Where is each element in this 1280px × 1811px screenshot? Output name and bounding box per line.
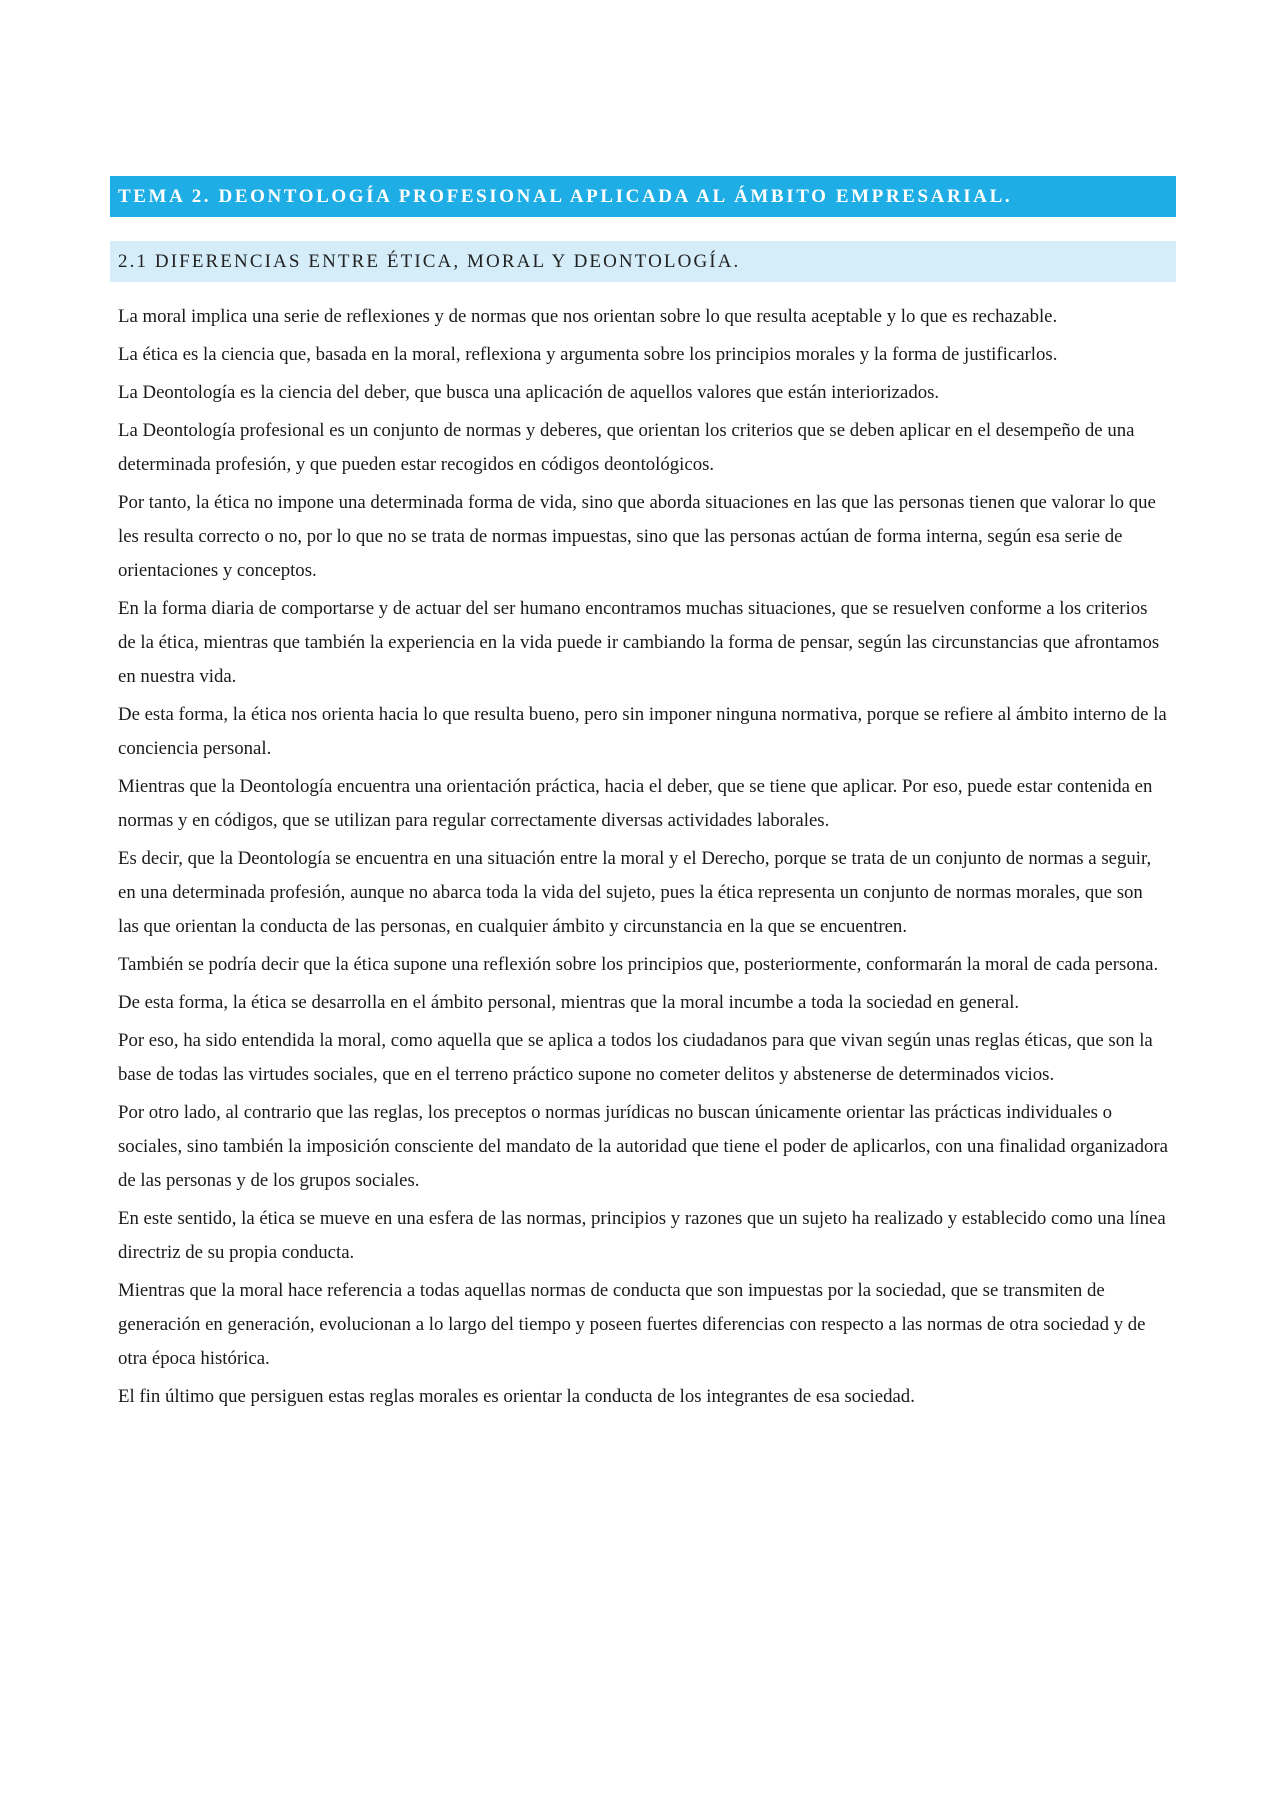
paragraph: De esta forma, la ética nos orienta hacia lo que resulta bueno, pero sin imponer ninguna normativa, porque se refiere al ámbito interno de la conciencia personal. [118,704,1167,759]
paragraph: También se podría decir que la ética supone una reflexión sobre los principios que, posteriormente, conformarán la moral de cada persona. [118,954,1159,975]
paragraph: Por tanto, la ética no impone una determinada forma de vida, sino que aborda situaciones en las que las personas tienen que valorar lo que les resulta correcto o no, por lo que no se trata de normas impuestas, sino que las personas actúan de forma interna, según esa serie de orientaciones y conceptos. [118,492,1156,581]
document-body [110,300,1176,1414]
paragraph: Por eso, ha sido entendida la moral, como aquella que se aplica a todos los ciudadanos para que vivan según unas reglas éticas, que son la base de todas las virtudes sociales, que en el terreno práctico supone no cometer delitos y abstenerse de determinados vicios. [118,1030,1153,1085]
chapter-title-bar [110,176,1176,217]
paragraph: Mientras que la moral hace referencia a todas aquellas normas de conducta que son impuestas por la sociedad, que se transmiten de generación en generación, evolucionan a lo largo del tiempo y poseen fuertes diferencias con respecto a las normas de otra sociedad y de otra época histórica. [118,1280,1146,1369]
paragraph: La ética es la ciencia que, basada en la moral, reflexiona y argumenta sobre los principios morales y la forma de justificarlos. [118,344,1058,365]
paragraph: La moral implica una serie de reflexiones y de normas que nos orientan sobre lo que resulta aceptable y lo que es rechazable. [118,306,1058,327]
paragraph: De esta forma, la ética se desarrolla en el ámbito personal, mientras que la moral incumbe a toda la sociedad en general. [118,992,1020,1013]
paragraph: En la forma diaria de comportarse y de actuar del ser humano encontramos muchas situaciones, que se resuelven conforme a los criterios de la ética, mientras que también la experiencia en la vida puede ir cambiando la forma de pensar, según las circunstancias que afrontamos en nuestra vida. [118,598,1160,687]
section-title: 2.1 DIFERENCIAS ENTRE ÉTICA, MORAL Y DEONTOLOGÍA. [118,250,741,272]
paragraph: El fin último que persiguen estas reglas morales es orientar la conducta de los integrantes de esa sociedad. [118,1386,915,1407]
paragraph: Mientras que la Deontología encuentra una orientación práctica, hacia el deber, que se tiene que aplicar. Por eso, puede estar contenida en normas y en códigos, que se utilizan para regular correctamente diversas actividades laborales. [118,776,1153,831]
paragraph: En este sentido, la ética se mueve en una esfera de las normas, principios y razones que un sujeto ha realizado y establecido como una línea directriz de su propia conducta. [118,1208,1166,1263]
paragraph: Por otro lado, al contrario que las reglas, los preceptos o normas jurídicas no buscan únicamente orientar las prácticas individuales o sociales, sino también la imposición consciente del mandato de la autoridad que tiene el poder de aplicarlos, con una finalidad organizadora de las personas y de los grupos sociales. [118,1102,1168,1191]
paragraph: La Deontología profesional es un conjunto de normas y deberes, que orientan los criterios que se deben aplicar en el desempeño de una determinada profesión, y que pueden estar recogidos en códigos deontológicos. [118,420,1135,475]
document-page [110,176,1176,1418]
paragraph: Es decir, que la Deontología se encuentra en una situación entre la moral y el Derecho, porque se trata de un conjunto de normas a seguir, en una determinada profesión, aunque no abarca toda la vida del sujeto, pues la ética representa un conjunto de normas morales, que son las que orientan la conducta de las personas, en cualquier ámbito y circunstancia en la que se encuentren. [118,848,1152,937]
paragraph: La Deontología es la ciencia del deber, que busca una aplicación de aquellos valores que están interiorizados. [118,382,940,403]
section-title-bar [110,241,1176,282]
chapter-title: TEMA 2. DEONTOLOGÍA PROFESIONAL APLICADA AL ÁMBITO EMPRESARIAL. [118,185,1013,207]
